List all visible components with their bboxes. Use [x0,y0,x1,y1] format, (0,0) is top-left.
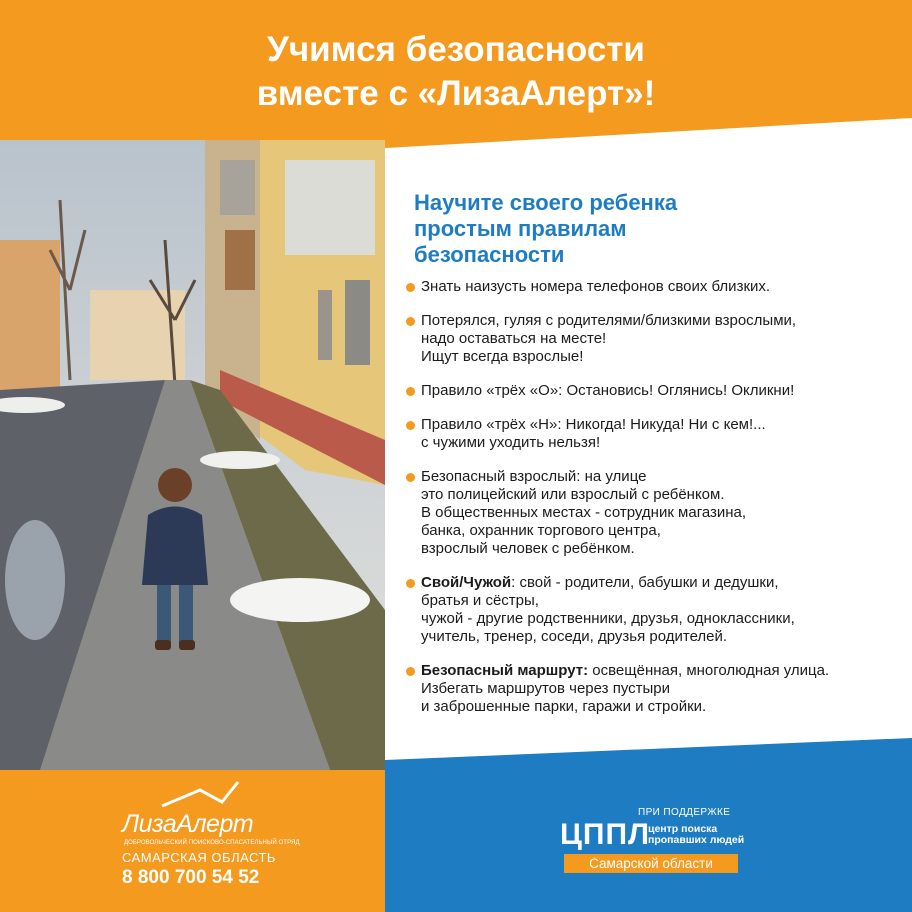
cppl-name [648,824,748,846]
rule-text: : свой - родители, бабушки и дедушки, братья и сёстры, чужой - другие родственники, друзья, одноклассники, учитель, тренер, соседи, друзья родителей. [421,574,795,645]
brand-phone: 8 800 700 54 52 [122,867,260,888]
rule-text: Потерялся, гуляя с родителями/близкими взрослыми, надо оставаться на месте! Ищут всегда взрослые! [421,312,797,365]
cppl-region: Самарской области [564,854,738,873]
lizaalert-logo [122,780,322,890]
bullet-dot-icon [406,579,415,588]
rule-text: Безопасный взрослый: на улице это полицейский или взрослый с ребёнком. В общественных местах - сотрудник магазина, банка, охранник торгового центра, взрослый человек с ребёнком. [421,468,747,557]
bullet-dot-icon [406,667,415,676]
panel-heading [414,190,774,268]
title-line-1: Учимся безопасности [267,30,645,69]
rule-item [406,468,906,558]
rule-bold: Безопасный маршрут: [421,662,589,679]
bullet-dot-icon [406,317,415,326]
bullet-dot-icon [406,283,415,292]
page-title [0,28,912,116]
heading-line-1: Научите своего ребенка [414,190,678,215]
bullet-dot-icon [406,421,415,430]
rule-text: Правило «трёх «О»: Остановись! Оглянись! Окликни! [421,382,795,399]
rule-text: Знать наизусть номера телефонов своих близких. [421,278,771,295]
brand-subtitle: ДОБРОВОЛЬЧЕСКИЙ ПОИСКОВО-СПАСАТЕЛЬНЫЙ ОТРЯД [124,840,300,846]
street-illustration [0,140,385,770]
rule-item [406,382,906,400]
rule-item [406,278,906,296]
cppl-name-line-2: пропавших людей [648,834,745,846]
rules-list [406,278,906,732]
rule-item [406,416,906,452]
rule-item [406,312,906,366]
brand-region: САМАРСКАЯ ОБЛАСТЬ [122,850,276,865]
rule-item [406,662,906,716]
heading-line-2: простым правилам [414,216,627,241]
support-logo [560,790,760,890]
lizaalert-logo-icon [160,780,240,810]
rule-text: Правило «трёх «Н»: Никогда! Никуда! Ни с кем!... с чужими уходить нельзя! [421,416,766,451]
bullet-dot-icon [406,387,415,396]
cppl-name-line-1: центр поиска [648,823,718,835]
title-line-2: вместе с «ЛизаАлерт»! [256,74,656,113]
cppl-logo-icon: ЦППЛ [560,818,651,851]
rule-text: освещённая, многолюдная улица. Избегать маршрутов через пустыри и заброшенные парки, гаражи и стройки. [421,662,830,715]
rule-bold: Свой/Чужой [421,574,512,591]
support-label: ПРИ ПОДДЕРЖКЕ [638,807,731,818]
heading-line-3: безопасности [414,242,565,267]
bullet-dot-icon [406,473,415,482]
rule-item [406,574,906,646]
brand-name: ЛизаАлерт [122,810,254,838]
